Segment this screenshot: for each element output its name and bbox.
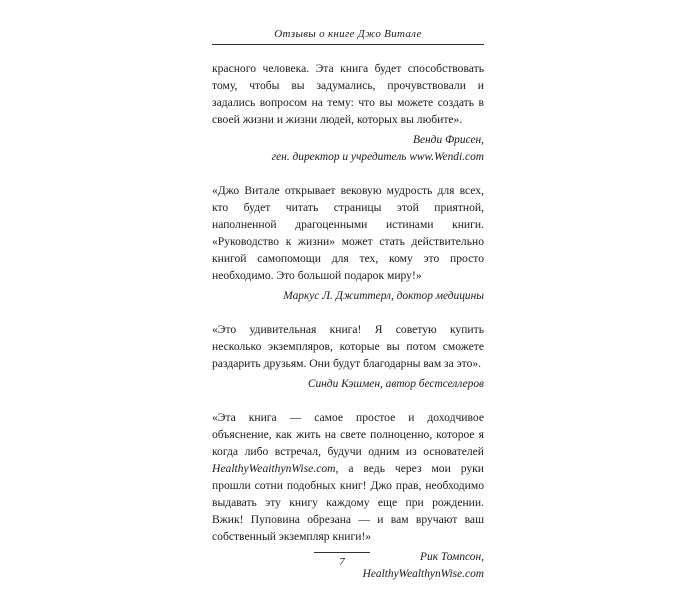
quote-3-author: Синди Кэшмен, автор бестселлеров [307,378,484,390]
testimonials [212,60,484,583]
running-header: Отзывы о книге Джо Витале [274,28,422,40]
quote-4-author: Рик Томпсон, [420,551,484,563]
header-rule [212,44,484,45]
quote-1-author-title: ген. директор и учредитель www.Wendi.com [271,151,484,163]
footer-rule [314,552,370,553]
quote-1-author: Венди Фрисен, [413,134,484,146]
quote-4-text-end: , а ведь через мои руки прошли сотни подобных книг! Джо прав, необходимо выдавать эту книгу каждому еще при рождении. Вжик! Пуповина обрезана — и вам вручают ваш собственный экземпляр книги!» [212,462,484,543]
quote-4-text [212,409,484,545]
quote-4-website: HealthyWeaithynWise.com [212,462,336,475]
quote-3-text: «Это удивительная книга! Я советую купить несколько экземпляров, которые вы потом сможете раздарить друзьям. Они будут благодарны вам за это». [212,323,484,370]
quote-2-text: «Джо Витале открывает вековую мудрость для всех, кто будет читать страницы этой приятной, наполненной драгоценными истинами книги. «Руководство к жизни» может стать действительно книгой самопомощи для тех, кому это просто необходимо. Это большой подарок миру!» [212,184,484,282]
quote-1-text: красного человека. Эта книга будет способствовать тому, чтобы вы задумались, прочувствовали и задались вопросом на тему: что вы можете создать в своей жизни и жизни людей, которых вы любите». [212,62,484,126]
quote-4-author-website: HealthyWealthynWise.com [362,568,484,580]
quote-4-text-start: «Эта книга — самое простое и доходчивое объяснение, как жить на свете полноценно, которое я когда либо встречал, будучи одним из основателей [212,411,484,458]
page-number: 7 [339,556,345,568]
quote-2-author: Маркус Л. Джиттерл, доктор медицины [283,290,484,302]
